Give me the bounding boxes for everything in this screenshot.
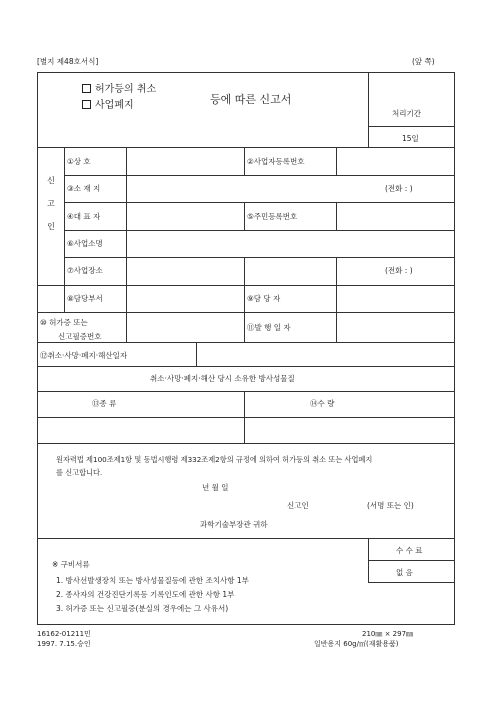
site-location-label: ⑦사업장소 xyxy=(67,266,103,275)
applicant-side-label: 신 고 인 xyxy=(47,176,55,231)
radiation-type-header: ⑬종 류 xyxy=(92,399,117,408)
processing-period-value: 15일 xyxy=(402,134,419,143)
checkbox-cancel-label: 허가등의 취소 xyxy=(95,84,157,95)
license-number-label-2: 신고필증번호 xyxy=(58,332,102,341)
paper-spec: 일반용지 60g/㎡(재활용품) xyxy=(314,640,399,648)
form-title: 등에 따른 신고서 xyxy=(210,93,292,106)
declaration-date: 년 월 일 xyxy=(202,483,229,492)
address-phone: (전화 : ) xyxy=(385,184,413,193)
applicant-signature-label: 신고인 xyxy=(287,501,309,510)
declaration-text-2: 를 신고합니다. xyxy=(56,468,103,477)
issue-date-label: ⑪발 행 일 자 xyxy=(247,323,291,332)
document-item: 3. 허가증 또는 신고필증(분실의 경우에는 그 사유서) xyxy=(56,604,229,613)
checkbox-cancel-row[interactable] xyxy=(82,84,156,95)
recipient: 과학기술부장관 귀하 xyxy=(200,520,268,529)
side-label: (앞 쪽) xyxy=(412,57,435,66)
checkbox-close-label: 사업폐지 xyxy=(95,100,134,111)
checkbox-icon[interactable] xyxy=(82,100,91,109)
checkbox-icon[interactable] xyxy=(82,84,91,93)
site-phone: (전화 : ) xyxy=(385,266,413,275)
radiation-quantity-header: ⑭수 량 xyxy=(310,399,335,408)
fee-value: 없 음 xyxy=(396,568,413,577)
site-name-label: ⑥사업소명 xyxy=(67,239,103,248)
declaration-text-1: 원자력법 제100조제1항 및 동법시행령 제332조제2항의 규정에 의하여 허가등의 취소 또는 사업폐지 xyxy=(56,455,373,464)
processing-period-label: 처리기간 xyxy=(392,109,421,118)
document-item: 1. 방사선발생장치 또는 방사성물질등에 관한 조치사항 1부 xyxy=(56,576,249,585)
license-number-label: ⑩ 허가증 또는 xyxy=(40,318,88,327)
approval-date: 1997. 7.15.승인 xyxy=(37,640,91,648)
form-frame xyxy=(37,72,455,625)
form-code: 16162-01211민 xyxy=(37,630,91,638)
fee-label: 수 수 료 xyxy=(396,546,423,555)
radiation-section-title: 취소·사망·폐지·해산 당시 소유한 방사성물질 xyxy=(150,374,295,383)
resident-no-label: ⑤주민등록번호 xyxy=(247,212,298,221)
paper-size: 210㎜ × 297㎜ xyxy=(362,630,414,638)
signature-note: (서명 또는 인) xyxy=(367,501,414,510)
business-reg-no-label: ②사업자등록번호 xyxy=(247,157,305,166)
checkbox-close-row[interactable] xyxy=(82,100,134,111)
document-item: 2. 종사자의 건강진단기록등 기록인도에 관한 사항 1부 xyxy=(56,590,235,599)
business-name-label: ①상 호 xyxy=(67,157,91,166)
documents-title: ※ 구비서류 xyxy=(52,560,90,569)
address-label: ③소 재 지 xyxy=(67,184,101,193)
department-label: ⑧담당부서 xyxy=(67,294,103,303)
form-number: [별지 제48호서식] xyxy=(37,57,99,66)
representative-label: ④대 표 자 xyxy=(67,212,101,221)
manager-label: ⑨담 당 자 xyxy=(247,294,281,303)
cancel-date-label: ⑫취소·사망·폐지·해산일자 xyxy=(40,351,128,360)
